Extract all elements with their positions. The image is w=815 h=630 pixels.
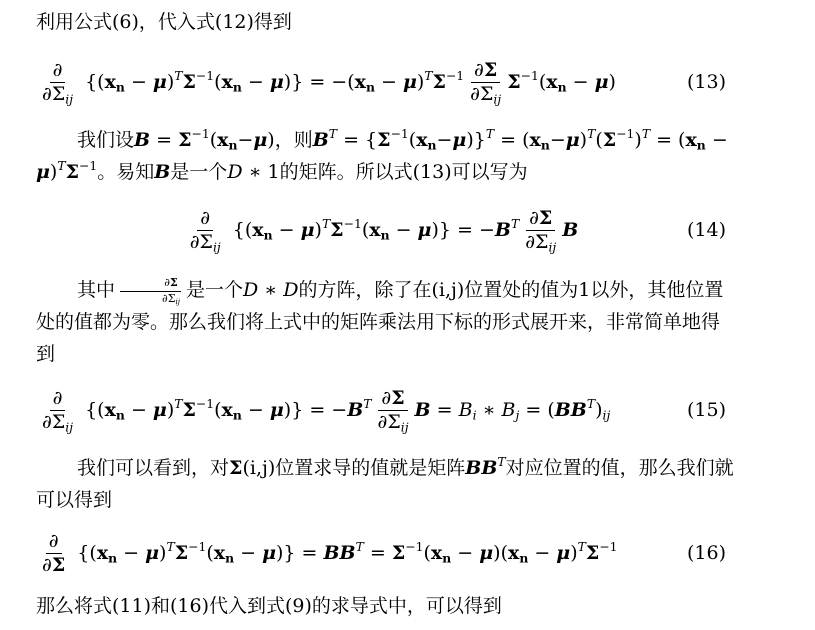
equation-14: $\frac{\partial}{\partial\Sigma_{ij}}$ $\{(x_n - \mu)^T\Sigma^{-1}(x_n - \mu)\} = -B^T$ $\frac{\partial\Sigma}{\partial\Sigma_{ij}}$ B (14) — [189, 206, 726, 255]
equation-16-number: (16) — [686, 542, 726, 564]
paragraph-conclusion: 我们可以看到，对Σ(i,j)位置求导的值就是矩阵$BB^T$对应位置的值，那么我们就可以得到 — [36, 454, 734, 511]
intro-line: 利用公式(6)，代入式(12)得到 — [36, 11, 292, 33]
equation-16: $\frac{\partial}{\partial\Sigma}$ $\{(x_n - \mu)^T\Sigma^{-1}(x_n - \mu)\} = BB^T = \Sigma^{-1}(x_n - \mu)(x_n - \mu)^T\Sigma^{-1}$ (16) — [42, 529, 726, 576]
equation-13-number: (13) — [686, 71, 726, 93]
equation-14-number: (14) — [686, 219, 726, 241]
paragraph-matrix-description: 其中 $\frac{\partial\Sigma}{\partial\Sigma_{ij}}$ 是一个D ∗ D的方阵，除了在(i,j)位置处的值为1以外，其他位置处的值都为零。那么我们将上式中的矩阵乘法用下标的形式展开来，非常简单地得到 — [36, 276, 724, 365]
final-line: 那么将式(11)和(16)代入到式(9)的求导式中，可以得到 — [36, 595, 502, 617]
equation-13: $\frac{\partial}{\partial\Sigma_{ij}}$ $\{(x_n - \mu)^T\Sigma^{-1}(x_n - \mu)\} = -(x_n - \mu)^T\Sigma^{-1}$ $\frac{\partial\Sigma}{\partial\Sigma_{ij}}$ $\Sigma^{-1}(x_n - \mu)$ (13) — [42, 58, 726, 107]
equation-15: $\frac{\partial}{\partial\Sigma_{ij}}$ $\{(x_n - \mu)^T\Sigma^{-1}(x_n - \mu)\} = -B^T$ $\frac{\partial\Sigma}{\partial\Sigma_{ij}}$ $B = B_i$ ∗ $B_j = (BB^T)_{ij}$ (15) — [42, 386, 726, 435]
paragraph-define-B: 我们设$B = \Sigma^{-1}(x_n-\mu)$，则$B^T = \{\Sigma^{-1}(x_n-\mu)\}^T = (x_n-\mu)^T(\Sigma^{-1})^T = (x_n - \mu)^T\Sigma^{-1}$。易知B是一个D ∗ 1的矩阵。所以式(13)可以写为 — [36, 126, 728, 183]
equation-15-number: (15) — [686, 399, 726, 421]
